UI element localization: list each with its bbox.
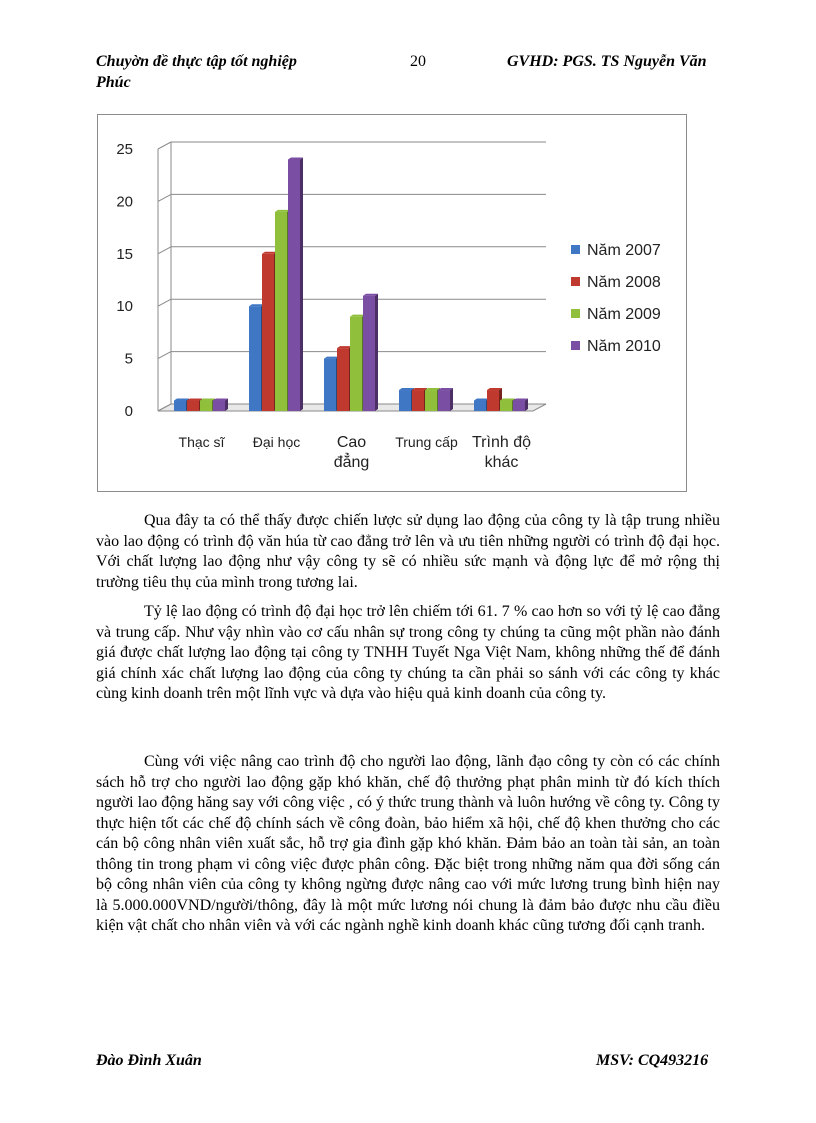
gridline-side-10 <box>158 299 171 306</box>
y-tick-label: 0 <box>124 403 133 420</box>
legend-entry: Năm 2010 <box>587 338 661 355</box>
legend-swatch <box>571 245 580 254</box>
x-category-label: Trung cấp <box>395 434 458 450</box>
x-category-label: Trình độ <box>472 434 531 451</box>
x-category-label: đẳng <box>333 454 370 471</box>
author-name: Đào Đình Xuân <box>96 1052 202 1069</box>
x-category-label: Cao <box>336 434 367 451</box>
legend-entry: Năm 2007 <box>587 242 661 259</box>
document-title: Chuyờn đề thực tập tốt nghiệp <box>96 53 297 70</box>
bar-Cao đẳng-Năm 2010 <box>363 296 375 411</box>
y-tick-label: 10 <box>116 298 133 316</box>
bar-Đại học-Năm 2009 <box>275 212 287 411</box>
page-number: 20 <box>410 53 426 70</box>
gridline-side-25 <box>158 142 171 149</box>
bar-Trung cấp-Năm 2010 <box>438 390 450 411</box>
bar-Đại học-Năm 2010 <box>288 159 300 411</box>
bar-side <box>525 399 528 411</box>
y-tick-label: 5 <box>124 350 133 368</box>
x-category-label: Thạc sĩ <box>178 434 225 450</box>
bar-Cao đẳng-Năm 2007 <box>324 359 336 411</box>
bar-Trung cấp-Năm 2008 <box>412 390 424 411</box>
legend-entry: Năm 2009 <box>587 306 661 323</box>
student-id: MSV: CQ493216 <box>596 1052 709 1069</box>
legend-swatch <box>571 341 580 350</box>
bar-Trình độ khác-Năm 2010 <box>513 401 525 411</box>
bar-Thạc sĩ-Năm 2007 <box>174 401 186 411</box>
x-category-label: khác <box>484 454 519 471</box>
bar-Trình độ khác-Năm 2008 <box>487 390 499 411</box>
gridline-side-5 <box>158 352 171 359</box>
bar-Trình độ khác-Năm 2009 <box>500 401 512 411</box>
y-tick-label: 15 <box>116 245 133 263</box>
chart-canvas <box>98 115 686 491</box>
bar-side <box>225 399 228 411</box>
bar-Trung cấp-Năm 2009 <box>425 390 437 411</box>
bar-Đại học-Năm 2008 <box>262 254 274 411</box>
paragraph-1: Qua đây ta có thể thấy được chiến lược sử dụng lao động của công ty là tập trung nhiều vào lao động có trình độ văn húa từ cao đẳng trở lên và ưu tiên những người có trình độ đại học. Với chất lượng lao động như vậy công ty sẽ có nhiều sức mạnh và động lực để mở rộng thị trường tiêu thụ của mình trong tương lai. <box>96 512 720 591</box>
education-level-chart <box>97 114 687 492</box>
supervisor-name-continuation: Phúc <box>96 74 131 91</box>
bar-Thạc sĩ-Năm 2009 <box>200 401 212 411</box>
legend-swatch <box>571 277 580 286</box>
bar-Thạc sĩ-Năm 2008 <box>187 401 199 411</box>
paragraph-2: Tỷ lệ lao động có trình độ đại học trở lên chiếm tới 61. 7 % cao hơn so với tỷ lệ cao đẳng và trung cấp. Như vậy nhìn vào cơ cấu nhân sự trong công ty chúng ta cũng một phần nào đánh giá được chất lượng lao động tại công ty TNHH Tuyết Nga Việt Nam, không những thế để đánh giá chính xác chất lượng lao động của công ty chúng ta cần phải so sánh với các công ty khác cùng kinh doanh trên một lĩnh vực và dựa vào hiệu quả kinh doanh của công ty. <box>96 603 720 702</box>
supervisor-name: GVHD: PGS. TS Nguyễn Văn <box>507 53 707 70</box>
bar-Trung cấp-Năm 2007 <box>399 390 411 411</box>
bar-side <box>375 294 378 411</box>
legend-entry: Năm 2008 <box>587 274 661 291</box>
paragraph-3: Cùng với việc nâng cao trình độ cho người lao động, lãnh đạo công ty còn có các chính sách hỗ trợ cho người lao động gặp khó khăn, chế độ thưởng phạt phân minh từ đó kích thích người lao động hăng say với công việc , có ý thức trung thành và luôn hướng về công ty. Công ty thực hiện tốt các chế độ chính sách về công đoàn, bảo hiểm xã hội, chế độ khen thưởng cho các cán bộ công nhân viên xuất sắc, hỗ trợ gia đình gặp khó khăn. Đảm bảo an toàn tài sản, an toàn thông tin trong phạm vi công việc được phân công. Đặc biệt trong những năm qua đời sống cán bộ công nhân viên của công ty không ngừng được nâng cao với mức lương trung bình hiện nay là 5.000.000VND/người/thông, đây là một mức lương nói chung là đảm bảo được nhu cầu điều kiện vật chất cho nhân viên và với các ngành nghề kinh doanh khác cũng tương đối cạnh tranh. <box>96 753 720 934</box>
bar-side <box>300 157 303 411</box>
bar-Đại học-Năm 2007 <box>249 306 261 411</box>
bar-side <box>450 388 453 411</box>
bar-Thạc sĩ-Năm 2010 <box>213 401 225 411</box>
gridline-side-20 <box>158 194 171 201</box>
bar-Trình độ khác-Năm 2007 <box>474 401 486 411</box>
x-category-label: Đại học <box>252 434 301 450</box>
bar-Cao đẳng-Năm 2008 <box>337 348 349 411</box>
y-tick-label: 20 <box>116 193 133 211</box>
legend-swatch <box>571 309 580 318</box>
bar-Cao đẳng-Năm 2009 <box>350 317 362 411</box>
y-tick-label: 25 <box>116 141 133 158</box>
gridline-side-15 <box>158 247 171 254</box>
